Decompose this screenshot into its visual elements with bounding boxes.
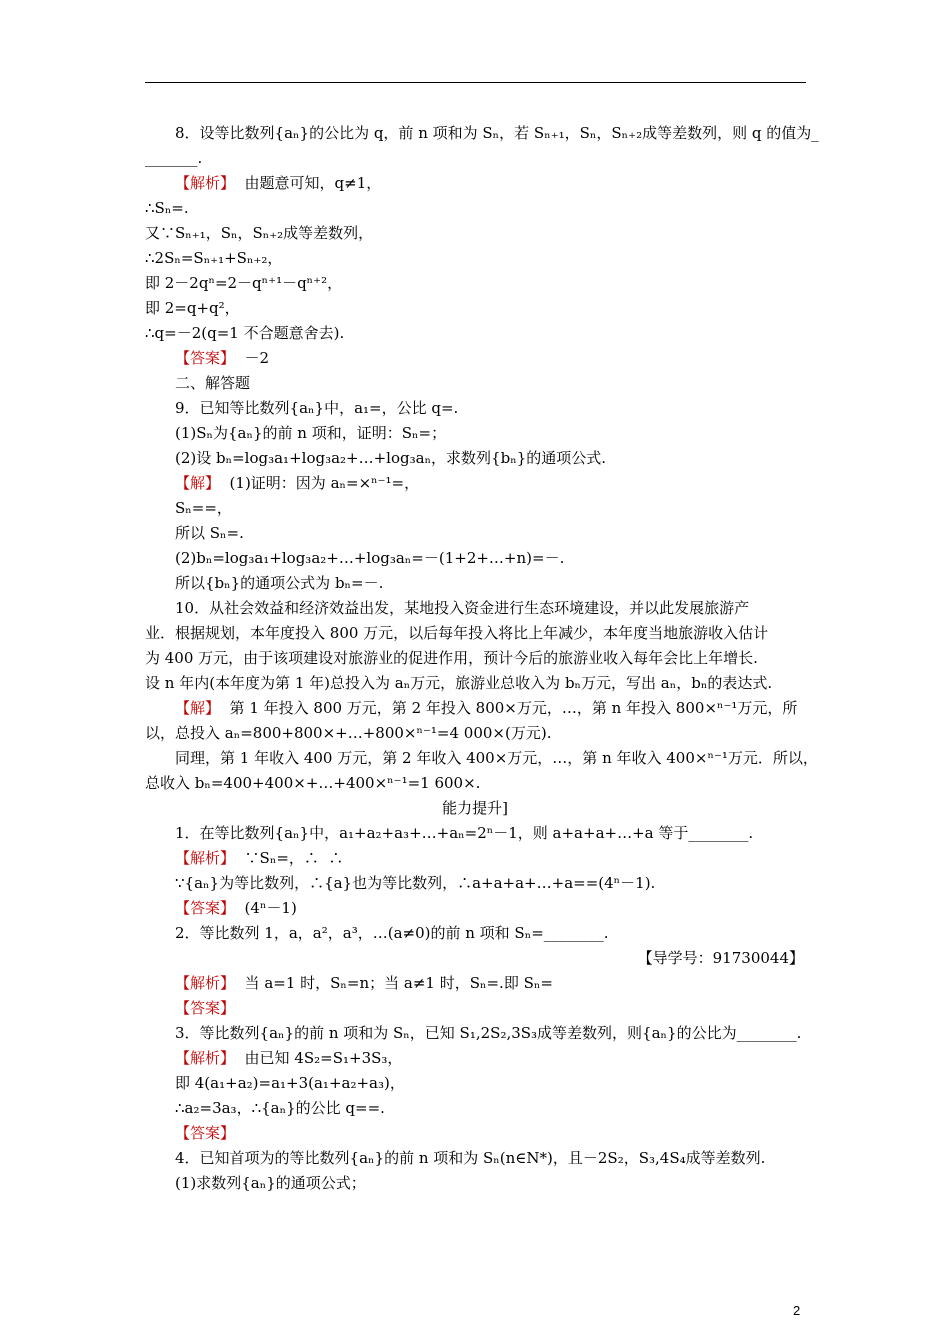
- text-line: [175, 1149, 765, 1167]
- text-line: [175, 549, 564, 567]
- text-line: [175, 524, 244, 542]
- section-tag: 【答案】: [175, 899, 236, 917]
- text-line: [145, 724, 551, 742]
- line-text: ∴a₂=3a₃，∴{aₙ}的公比 q==.: [175, 1099, 385, 1117]
- section-tag: 【解析】: [175, 174, 236, 192]
- text-line: [175, 699, 797, 717]
- text-line: [145, 199, 189, 217]
- text-line: [175, 999, 235, 1017]
- line-text: 即 2－2qⁿ=2－qⁿ⁺¹－qⁿ⁺²，: [145, 274, 343, 292]
- line-text: (1)Sₙ为{aₙ}的前 n 项和，证明：Sₙ=；: [175, 424, 447, 442]
- section-tag: 【解析】: [175, 1049, 236, 1067]
- line-text: －2: [235, 349, 270, 367]
- text-line: [145, 149, 202, 167]
- text-line: [145, 674, 772, 692]
- text-line: [175, 349, 269, 367]
- text-line: [175, 499, 232, 517]
- text-line: [175, 1174, 366, 1192]
- line-text: ∴q=－2(q=1 不合题意舍去).: [145, 324, 345, 342]
- text-line: [175, 599, 749, 617]
- line-text: (2)bₙ=log₃a₁+log₃a₂+…+log₃aₙ=－(1+2+…+n)=－.: [175, 549, 565, 567]
- line-text: 业．根据规划，本年度投入 800 万元，以后每年投入将比上年减少，本年度当地旅游收入估计: [145, 624, 769, 642]
- text-line: [175, 474, 419, 492]
- text-line: [175, 1074, 405, 1092]
- text-line: [175, 924, 609, 942]
- line-text: 由题意可知，q≠1，: [235, 174, 382, 192]
- line-text: ∴Sₙ=.: [145, 199, 189, 217]
- section-tag: 【解析】: [175, 974, 236, 992]
- text-line: [145, 224, 373, 242]
- text-line: [145, 299, 240, 317]
- line-text: 即 2=q+q²，: [145, 299, 240, 317]
- line-text: 能力提升]: [442, 799, 508, 817]
- text-line: [175, 574, 383, 592]
- line-text: 总收入 bₙ=400+400×+…+400×ⁿ⁻¹=1 600×.: [145, 774, 481, 792]
- text-line: [175, 449, 606, 467]
- line-text: ∵Sₙ=，∴ ∴: [235, 849, 344, 867]
- text-line: [145, 624, 768, 642]
- text-line: [175, 424, 446, 442]
- text-line: [0, 799, 950, 817]
- text-line: [638, 949, 804, 967]
- text-line: [175, 874, 655, 892]
- line-text: (2)设 bₙ=log₃a₁+log₃a₂+…+log₃aₙ，求数列{bₙ}的通项公式.: [175, 449, 607, 467]
- line-text: 由已知 4S₂=S₁+3S₃，: [235, 1049, 403, 1067]
- text-line: [145, 649, 758, 667]
- line-text: Sₙ==，: [175, 499, 232, 517]
- line-text: 所以{bₙ}的通项公式为 bₙ=－.: [175, 574, 384, 592]
- text-line: [145, 774, 480, 792]
- section-tag: 【答案】: [175, 349, 236, 367]
- line-text: (1)求数列{aₙ}的通项公式；: [175, 1174, 366, 1192]
- line-text: ∵{aₙ}为等比数列，∴{a}也为等比数列，∴a+a+a+…+a==(4ⁿ－1).: [175, 874, 656, 892]
- text-line: [175, 824, 753, 842]
- text-line: [175, 124, 819, 142]
- text-line: [175, 1124, 235, 1142]
- text-line: [145, 324, 344, 342]
- text-line: [175, 749, 818, 767]
- text-line: [175, 899, 297, 917]
- line-text: ∴2Sₙ=Sₙ₊₁+Sₙ₊₂，: [145, 249, 283, 267]
- line-text: 第 1 年投入 800 万元，第 2 年投入 800×万元，…，第 n 年投入 800×ⁿ⁻¹万元，所: [220, 699, 798, 717]
- line-text: 3．等比数列{aₙ}的前 n 项和为 Sₙ，已知 S₁,2S₂,3S₃成等差数列，则{aₙ}的公比为________.: [175, 1024, 802, 1042]
- text-line: [175, 974, 553, 992]
- text-line: [175, 374, 250, 392]
- text-line: [145, 249, 282, 267]
- line-text: 当 a=1 时，Sₙ=n；当 a≠1 时，Sₙ=.即 Sₙ=: [235, 974, 553, 992]
- text-line: [145, 274, 342, 292]
- line-text: 1．在等比数列{aₙ}中，a₁+a₂+a₃+…+aₙ=2ⁿ－1，则 a+a+a+…+a 等于________.: [175, 824, 754, 842]
- section-tag: 【解】: [175, 699, 221, 717]
- line-text: 【导学号：91730044】: [637, 949, 804, 967]
- page-number: 2: [793, 1303, 801, 1318]
- section-tag: 【答案】: [175, 1124, 236, 1142]
- line-text: 2．等比数列 1，a，a²，a³，…(a≠0)的前 n 项和 Sₙ=________.: [175, 924, 609, 942]
- line-text: 4．已知首项为的等比数列{aₙ}的前 n 项和为 Sₙ(n∈N*)，且－2S₂，S₃,4S₄成等差数列.: [175, 1149, 766, 1167]
- line-text: (4ⁿ－1): [235, 899, 297, 917]
- line-text: (1)证明：因为 aₙ=×ⁿ⁻¹=，: [220, 474, 420, 492]
- section-tag: 【解】: [175, 474, 221, 492]
- line-text: 为 400 万元，由于该项建设对旅游业的促进作用，预计今后的旅游业收入每年会比上年增长.: [145, 649, 758, 667]
- line-text: 同理，第 1 年收入 400 万元，第 2 年收入 400×万元，…，第 n 年收入 400×ⁿ⁻¹万元．所以，: [175, 749, 818, 767]
- line-text: 设 n 年内(本年度为第 1 年)总投入为 aₙ万元，旅游业总收入为 bₙ万元，写出 aₙ，bₙ的表达式.: [145, 674, 773, 692]
- text-line: [175, 399, 458, 417]
- line-text: 以，总投入 aₙ=800+800×+…+800×ⁿ⁻¹=4 000×(万元).: [145, 724, 552, 742]
- text-line: [175, 1099, 385, 1117]
- line-text: _______.: [145, 149, 203, 167]
- line-text: 8．设等比数列{aₙ}的公比为 q，前 n 项和为 Sₙ，若 Sₙ₊₁，Sₙ，Sₙ₊₂成等差数列，则 q 的值为_: [175, 124, 819, 142]
- text-line: [175, 1024, 801, 1042]
- line-text: 10．从社会效益和经济效益出发，某地投入资金进行生态环境建设，并以此发展旅游产: [175, 599, 750, 617]
- text-line: [175, 1049, 402, 1067]
- line-text: 即 4(a₁+a₂)=a₁+3(a₁+a₂+a₃)，: [175, 1074, 405, 1092]
- section-tag: 【答案】: [175, 999, 236, 1017]
- section-tag: 【解析】: [175, 849, 236, 867]
- line-text: 9．已知等比数列{aₙ}中，a₁=，公比 q=.: [175, 399, 459, 417]
- line-text: 所以 Sₙ=.: [175, 524, 244, 542]
- text-line: [175, 174, 381, 192]
- header-rule: [145, 82, 806, 83]
- text-line: [175, 849, 343, 867]
- line-text: 二、解答题: [175, 374, 251, 392]
- line-text: 又∵Sₙ₊₁，Sₙ，Sₙ₊₂成等差数列，: [145, 224, 374, 242]
